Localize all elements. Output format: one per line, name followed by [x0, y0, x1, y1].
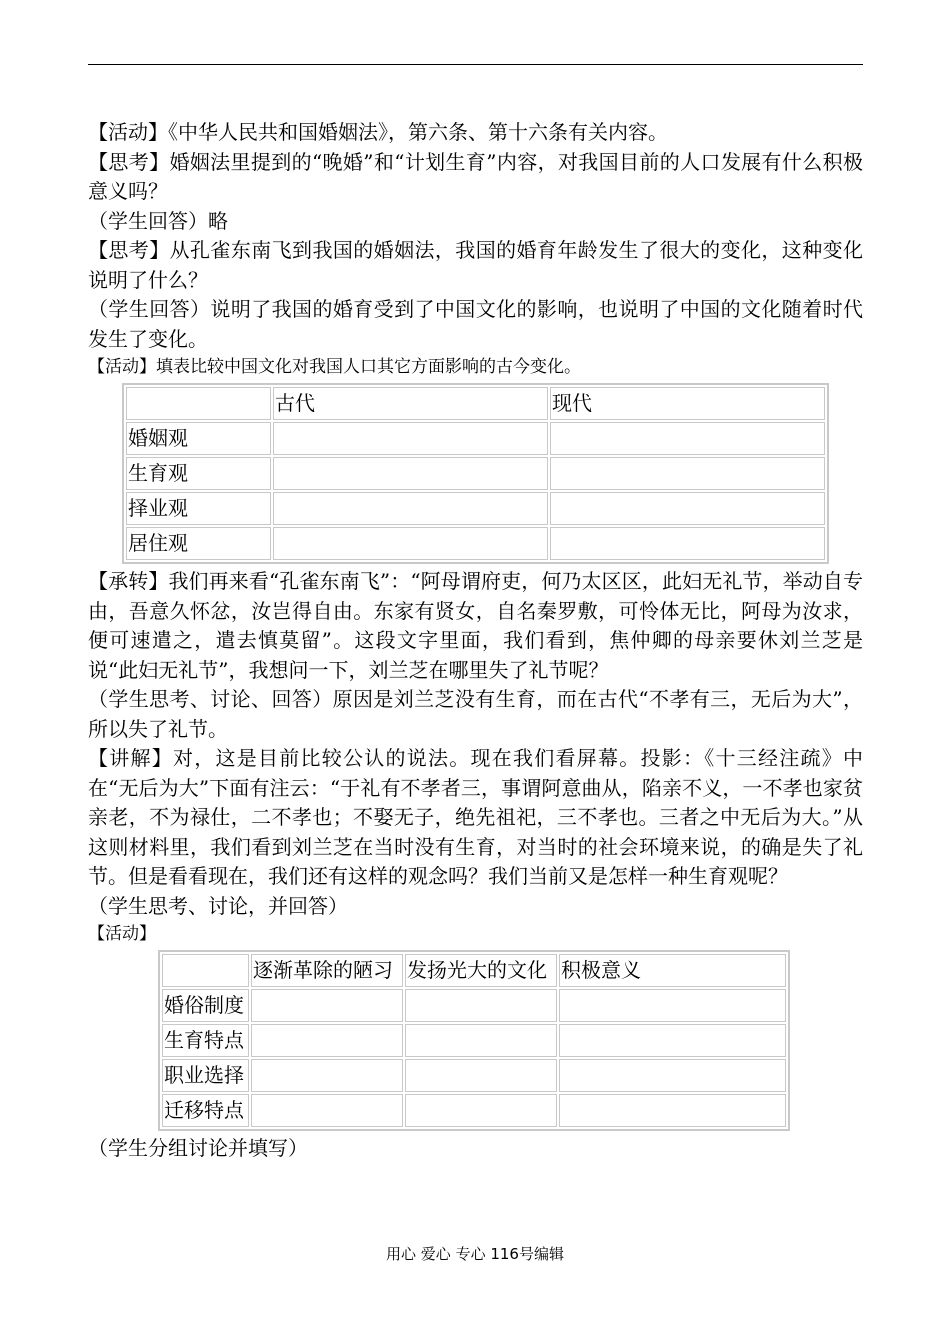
blank-cell[interactable] [405, 1059, 557, 1092]
table-header-row [126, 387, 825, 420]
blank-cell[interactable] [273, 527, 548, 560]
blank-cell[interactable] [273, 457, 548, 490]
table-row [162, 989, 786, 1022]
activity-marriage-law: 【活动】《中华人民共和国婚姻法》，第六条、第十六条有关内容。 [88, 120, 668, 144]
student-answer-no-offspring: （学生思考、讨论、回答）原因是刘兰芝没有生育，而在古代“不孝有三，无后为大”，所以失了礼节。 [88, 687, 863, 741]
blank-cell[interactable] [405, 989, 557, 1022]
table-row [126, 527, 825, 560]
row-label: 生育观 [126, 457, 271, 490]
customs-table [158, 950, 790, 1131]
activity-fill-table: 【活动】填表比较中国文化对我国人口其它方面影响的古今变化。 [88, 357, 581, 377]
blank-cell[interactable] [251, 1024, 403, 1057]
table-row [162, 1059, 786, 1092]
row-label: 居住观 [126, 527, 271, 560]
blank-cell[interactable] [273, 492, 548, 525]
student-group-discussion: （学生分组讨论并填写） [88, 1136, 308, 1160]
think-late-marriage: 【思考】婚姻法里提到的“晚婚”和“计划生育”内容，对我国目前的人口发展有什么积极意义吗？ [88, 149, 863, 203]
blank-cell[interactable] [251, 1059, 403, 1092]
blank-cell[interactable] [251, 1094, 403, 1127]
transition-peacock-poem: 【承转】我们再来看“孔雀东南飞”：“阿母谓府吏，何乃太区区，此妇无礼节，举动自专由，吾意久怀忿，汝岂得自由。东家有贤女，自名秦罗敷，可怜体无比，阿母为汝求，便可速遣之，遣去慎莫留”。这段文字里面，我们看到，焦仲卿的母亲要休刘兰芝是说“此妇无礼节”，我想问一下，刘兰芝在哪里失了礼节呢？ [88, 569, 863, 682]
row-label: 迁移特点 [162, 1094, 249, 1127]
blank-cell[interactable] [559, 989, 786, 1022]
table-header-cell: 古代 [273, 387, 548, 420]
blank-cell[interactable] [550, 422, 825, 455]
blank-cell[interactable] [559, 1094, 786, 1127]
table-row [126, 492, 825, 525]
blank-cell[interactable] [273, 422, 548, 455]
row-label: 婚姻观 [126, 422, 271, 455]
student-answer-omitted: （学生回答）略 [88, 208, 228, 233]
blank-cell[interactable] [251, 989, 403, 1022]
table-header-cell: 现代 [550, 387, 825, 420]
row-label: 生育特点 [162, 1024, 249, 1057]
explanation-thirteen-classics: 【讲解】对，这是目前比较公认的说法。现在我们看屏幕。投影：《十三经注疏》中在“无后为大”下面有注云：“于礼有不孝者三，事谓阿意曲从，陷亲不义，一不孝也家贫亲老，不为禄仕，二不孝也；不娶无子，绝先祖祀，三不孝也。三者之中无后为大。”从这则材料里，我们看到刘兰芝在当时没有生育，对当时的社会环境来说，的确是失了礼节。但是看看现在，我们还有这样的观念吗？我们当前又是怎样一种生育观呢？ [88, 746, 863, 888]
table-header-cell [162, 954, 249, 987]
table-row [162, 1094, 786, 1127]
blank-cell[interactable] [559, 1059, 786, 1092]
student-discuss-answer: （学生思考、讨论，并回答） [88, 893, 348, 918]
blank-cell[interactable] [405, 1024, 557, 1057]
row-label: 婚俗制度 [162, 989, 249, 1022]
table-row [126, 422, 825, 455]
page-footer: 用心 爱心 专心 116号编辑 [386, 1245, 564, 1263]
blank-cell[interactable] [559, 1024, 786, 1057]
activity-label: 【活动】 [88, 924, 156, 944]
table-row [162, 1024, 786, 1057]
think-marriage-age: 【思考】从孔雀东南飞到我国的婚姻法，我国的婚育年龄发生了很大的变化，这种变化说明了什么？ [88, 238, 863, 292]
row-label: 职业选择 [162, 1059, 249, 1092]
document-body [88, 118, 863, 1164]
table-header-cell: 发扬光大的文化 [405, 954, 557, 987]
student-answer-culture: （学生回答）说明了我国的婚育受到了中国文化的影响，也说明了中国的文化随着时代发生了变化。 [88, 297, 863, 351]
table-header-cell: 逐渐革除的陋习 [251, 954, 403, 987]
blank-cell[interactable] [550, 492, 825, 525]
row-label: 择业观 [126, 492, 271, 525]
table-row [126, 457, 825, 490]
blank-cell[interactable] [550, 457, 825, 490]
table-header-cell: 积极意义 [559, 954, 786, 987]
table-header-cell [126, 387, 271, 420]
blank-cell[interactable] [550, 527, 825, 560]
blank-cell[interactable] [405, 1094, 557, 1127]
header-rule [88, 64, 863, 65]
table-header-row [162, 954, 786, 987]
comparison-table-ancient-modern [122, 383, 829, 564]
